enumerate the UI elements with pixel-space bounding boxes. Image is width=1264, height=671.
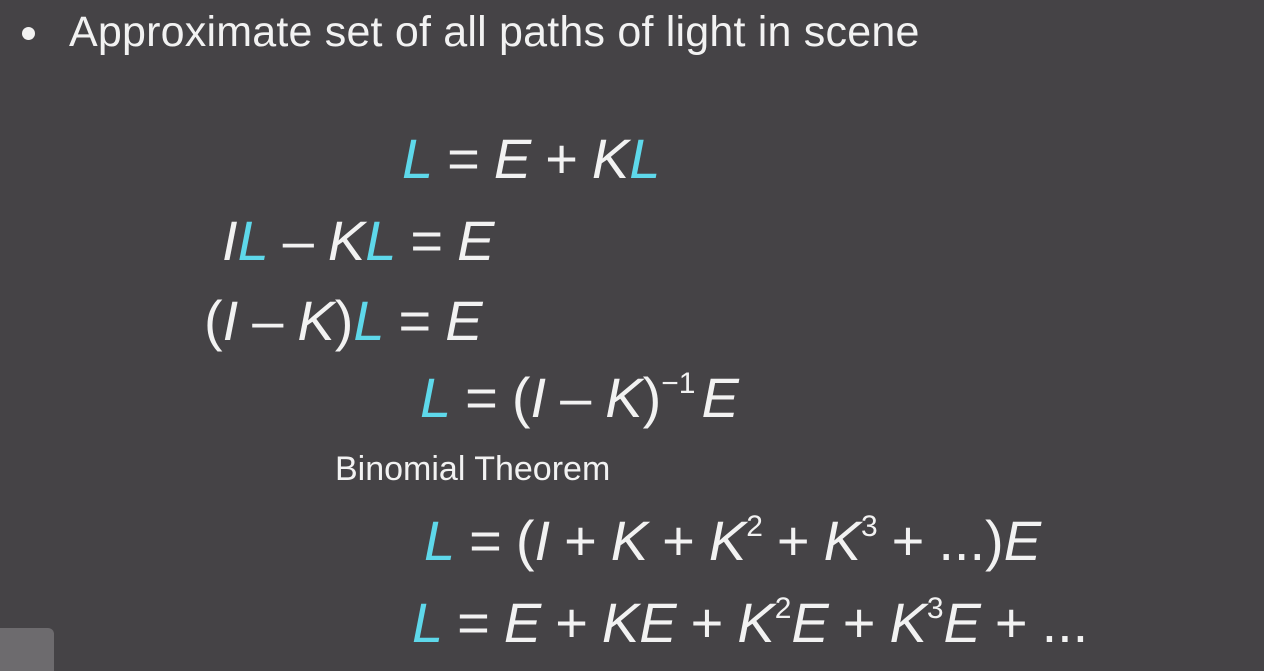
math-symbol-highlight: L <box>353 289 385 352</box>
math-symbol: K <box>823 509 861 572</box>
math-symbol: + <box>690 591 724 654</box>
math-symbol: K <box>601 591 640 654</box>
math-symbol: ( <box>515 509 535 572</box>
bullet-text: Approximate set of all paths of light in scene <box>69 7 920 56</box>
math-exponent: −1 <box>661 367 696 400</box>
math-exponent: 3 <box>926 592 944 625</box>
math-symbol: ) <box>985 509 1004 572</box>
math-symbol: ) <box>334 289 354 352</box>
math-symbol: ) <box>642 366 662 429</box>
math-symbol: I <box>222 289 239 352</box>
math-symbol-highlight: L <box>424 509 456 572</box>
math-symbol-highlight: L <box>402 127 434 190</box>
math-symbol: K <box>889 591 927 654</box>
math-symbol: + <box>994 591 1028 654</box>
math-exponent: 2 <box>774 592 792 625</box>
binomial-theorem-label: Binomial Theorem <box>335 450 611 488</box>
math-symbol-highlight: L <box>420 366 452 429</box>
equation-1 <box>402 127 661 190</box>
math-symbol: E <box>503 591 542 654</box>
math-symbol: = <box>469 509 502 572</box>
math-symbol-highlight: L <box>365 209 397 272</box>
math-symbol: E <box>445 289 483 352</box>
math-symbol: – <box>252 289 284 352</box>
math-symbol: I <box>534 509 551 572</box>
math-symbol: E <box>457 209 495 272</box>
math-symbol: E <box>701 366 739 429</box>
math-symbol: K <box>610 509 649 572</box>
bullet-item <box>22 2 920 62</box>
math-symbol: ( <box>511 366 531 429</box>
math-symbol: K <box>605 366 643 429</box>
math-symbol: + <box>842 591 876 654</box>
equation-6 <box>412 591 1089 654</box>
math-symbol: K <box>297 289 335 352</box>
math-symbol: I <box>530 366 547 429</box>
math-symbol-highlight: L <box>412 591 444 654</box>
equation-3 <box>204 289 483 352</box>
math-symbol: + <box>662 509 695 572</box>
math-symbol: = <box>465 366 498 429</box>
math-symbol: E <box>791 591 829 654</box>
math-symbol: – <box>560 366 592 429</box>
math-symbol: I <box>222 209 238 272</box>
math-symbol: + <box>555 591 588 654</box>
math-symbol: = <box>447 127 480 190</box>
math-symbol: + <box>891 509 925 572</box>
math-symbol: K <box>327 209 366 272</box>
math-exponent: 2 <box>746 510 763 543</box>
math-symbol: + <box>564 509 597 572</box>
math-symbol: – <box>282 209 314 272</box>
math-symbol: E <box>1003 509 1042 572</box>
math-symbol-highlight: L <box>629 127 661 190</box>
math-symbol: + <box>776 509 810 572</box>
math-symbol: ( <box>204 289 223 352</box>
math-symbol: ... <box>938 509 986 572</box>
equation-5 <box>424 509 1042 572</box>
math-exponent: 3 <box>860 510 878 543</box>
math-symbol: E <box>943 591 981 654</box>
math-symbol: K <box>737 591 775 654</box>
bullet-dot-icon <box>22 27 35 40</box>
math-symbol: ... <box>1041 591 1089 654</box>
math-symbol-highlight: L <box>237 209 269 272</box>
equation-2 <box>222 209 495 272</box>
math-symbol: + <box>545 127 578 190</box>
math-symbol: = <box>457 591 490 654</box>
math-symbol: E <box>639 591 677 654</box>
math-symbol: E <box>493 127 532 190</box>
math-symbol: = <box>398 289 432 352</box>
math-symbol: = <box>410 209 444 272</box>
math-symbol: K <box>708 509 747 572</box>
corner-control[interactable] <box>0 628 54 671</box>
equation-4 <box>420 366 739 429</box>
math-symbol: K <box>591 127 630 190</box>
